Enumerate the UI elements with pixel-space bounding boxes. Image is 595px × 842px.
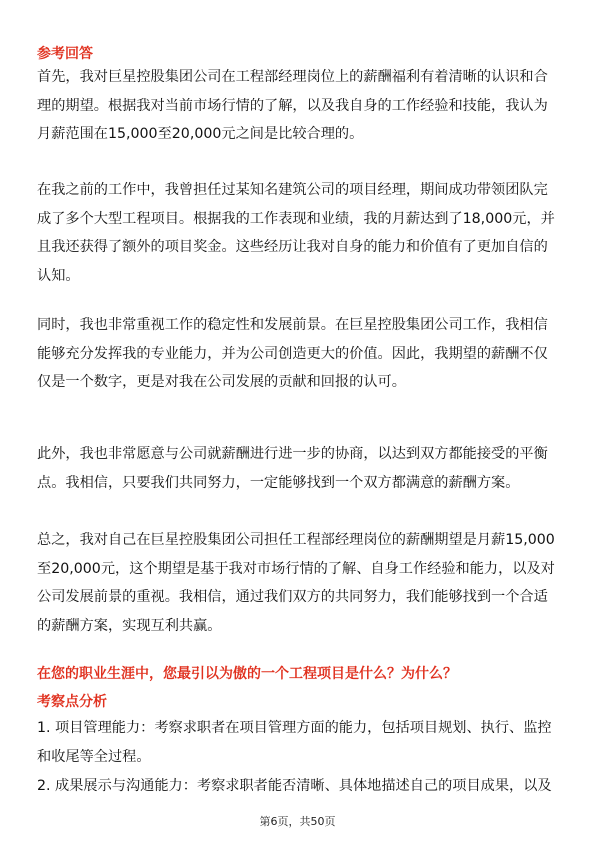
answer-paragraph-5 [37, 526, 560, 640]
analysis-item-2 [37, 772, 560, 801]
paragraph-line: 能够充分发挥我的专业能力，并为公司创造更大的价值。因此，我期望的薪酬不仅 [37, 345, 548, 362]
answer-paragraph-1 [37, 63, 560, 149]
paragraph-line: 认知。 [37, 267, 80, 284]
paragraph-line: 月薪范围在15,000至20,000元之间是比较合理的。 [37, 126, 364, 142]
paragraph-line: 首先，我对巨星控股集团公司在工程部经理岗位上的薪酬福利有着清晰的认识和合 [37, 69, 548, 85]
paragraph-line: 同时，我也非常重视工作的稳定性和发展前景。在巨星控股集团公司工作，我相信 [37, 317, 548, 333]
paragraph-line: 总之，我对自己在巨星控股集团公司担任工程部经理岗位的薪酬期望是月薪15,000 [37, 532, 555, 548]
answer-paragraph-2 [37, 176, 560, 290]
paragraph-line: 点。我相信，只要我们共同努力，一定能够找到一个双方都满意的薪酬方案。 [37, 474, 520, 491]
analysis-heading: 考察点分析 [37, 694, 107, 710]
answer-heading: 参考回答 [37, 46, 93, 62]
paragraph-line: 公司发展前景的重视。我相信，通过我们双方的共同努力，我们能够找到一个合适 [37, 589, 548, 605]
answer-paragraph-4 [37, 440, 560, 497]
paragraph-line: 理的期望。根据我对当前市场行情的了解，以及我自身的工作经验和技能，我认为 [37, 97, 548, 114]
paragraph-line: 成了多个大型工程项目。根据我的工作表现和业绩，我的月薪达到了18,000元，并 [37, 210, 555, 227]
answer-paragraph-3 [37, 311, 560, 397]
paragraph-line: 仅是一个数字，更是对我在公司发展的贡献和回报的认可。 [37, 374, 406, 390]
paragraph-line: 在我之前的工作中，我曾担任过某知名建筑公司的项目经理，期间成功带领团队完 [37, 182, 548, 198]
paragraph-line: 且我还获得了额外的项目奖金。这些经历让我对自身的能力和价值有了更加自信的 [37, 239, 548, 255]
page-footer: 第6页，共50页 [259, 815, 336, 828]
paragraph-line: 此外，我也非常愿意与公司就薪酬进行进一步的协商，以达到双方都能接受的平衡 [37, 446, 548, 462]
paragraph-line: 的薪酬方案，实现互利共赢。 [37, 617, 222, 634]
question-heading: 在您的职业生涯中，您最引以为傲的一个工程项目是什么？为什么？ [37, 666, 457, 682]
analysis-item-1 [37, 714, 560, 771]
analysis-line: 1. 项目管理能力：考察求职者在项目管理方面的能力，包括项目规划、执行、监控 [37, 720, 552, 736]
analysis-line: 2. 成果展示与沟通能力：考察求职者能否清晰、具体地描述自己的项目成果，以及 [37, 778, 552, 794]
analysis-line: 和收尾等全过程。 [37, 748, 151, 765]
paragraph-line: 至20,000元，这个期望是基于我对市场行情的了解、自身工作经验和能力，以及对 [37, 560, 555, 577]
